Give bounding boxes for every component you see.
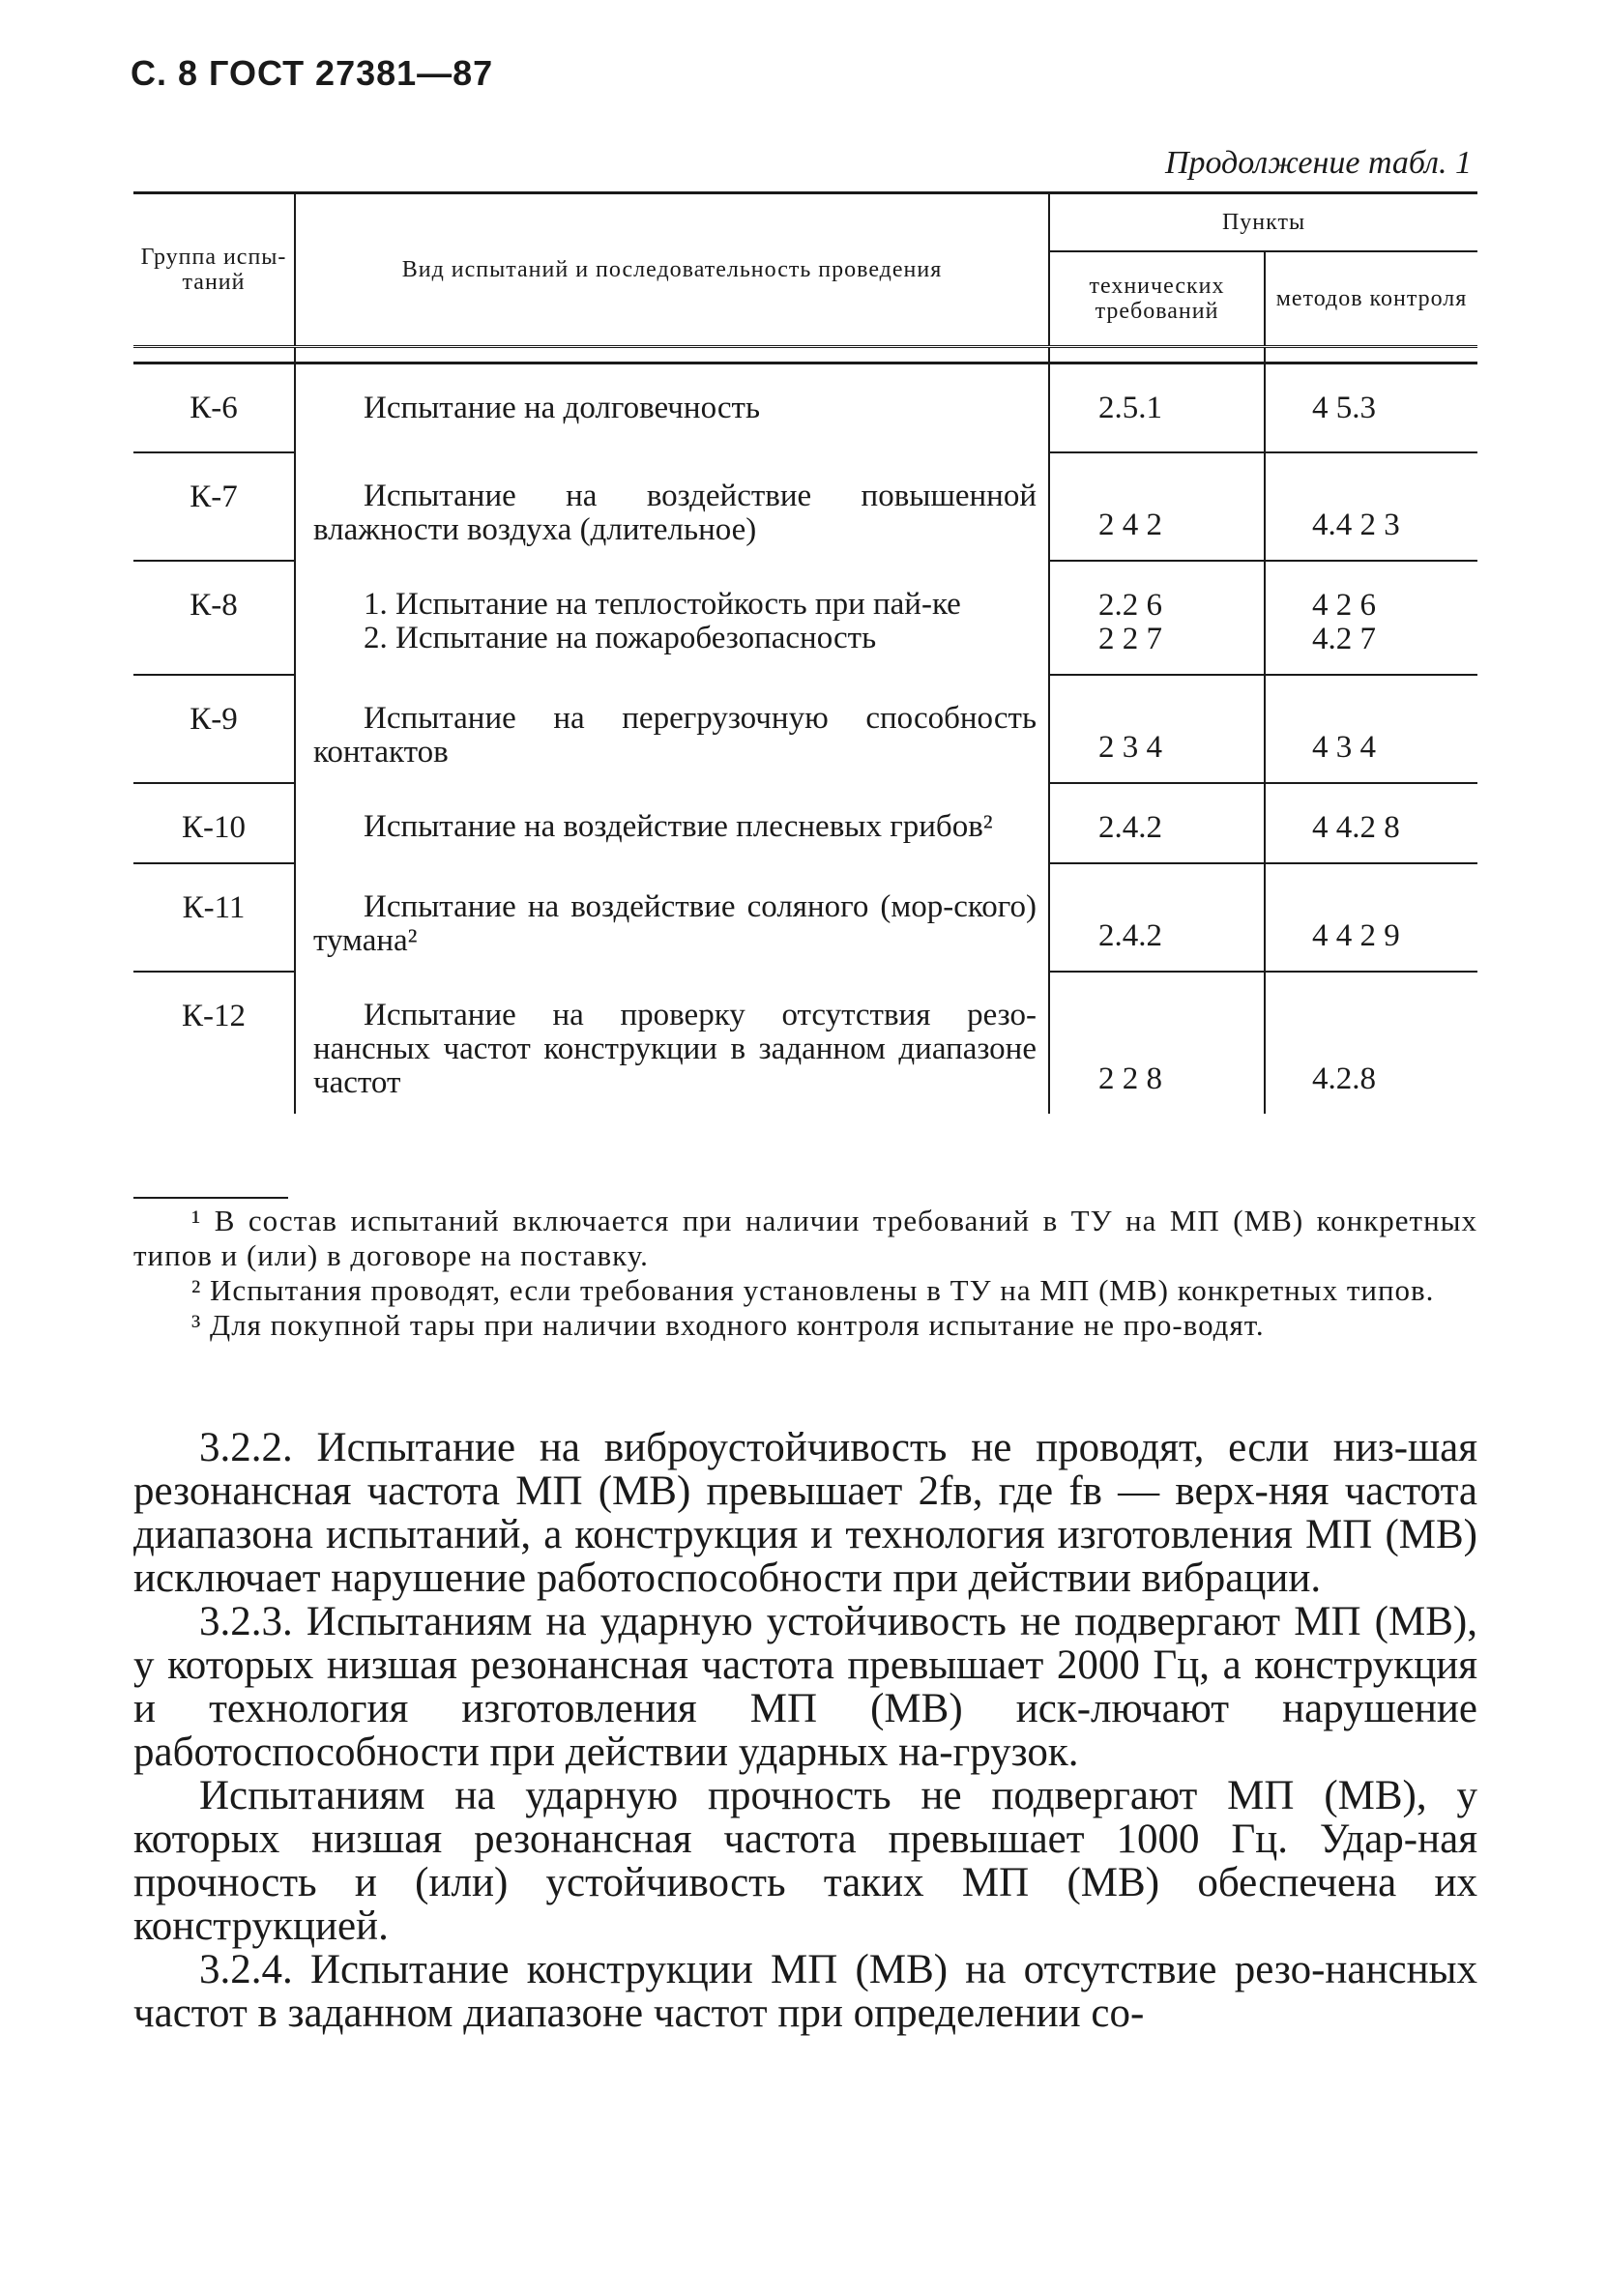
row-tech: 2 3 4	[1049, 675, 1265, 783]
table-row	[133, 363, 1477, 452]
col-header-kind: Вид испытаний и последовательность проведения	[295, 193, 1049, 347]
col-header-group: Группа испы- таний	[133, 193, 295, 347]
table-row	[133, 783, 1477, 863]
row-kind: Испытание на перегрузочную способность контактов	[295, 675, 1049, 783]
table-row	[133, 452, 1477, 561]
row-kind: 1. Испытание на теплостойкость при пай-ке 2. Испытание на пожаробезопасность	[295, 561, 1049, 675]
table-row	[133, 863, 1477, 972]
row-tech: 2 4 2	[1049, 452, 1265, 561]
col-header-tech: технических требований	[1049, 251, 1265, 347]
row-methods: 4 4.2 8	[1265, 783, 1477, 863]
row-kind: Испытание на воздействие повышенной влажности воздуха (длительное)	[295, 452, 1049, 561]
row-group: К-10	[133, 783, 295, 863]
table-row	[133, 972, 1477, 1114]
paragraph: 3.2.3. Испытаниям на ударную устойчивость не подвергают МП (МВ), у которых низшая резонансная частота превышает 2000 Гц, а конструкция и технология изготовления МП (МВ) иск-лючают нарушение работоспособности при действии ударных на-грузок.	[133, 1599, 1477, 1775]
row-methods: 4.2.8	[1265, 972, 1477, 1114]
row-kind: Испытание на воздействие соляного (мор-ского) тумана²	[295, 863, 1049, 972]
footnote: ² Испытания проводят, если требования установлены в ТУ на МП (МВ) конкретных типов.	[191, 1273, 1435, 1307]
row-group: К-11	[133, 863, 295, 972]
row-tech: 2.4.2	[1049, 863, 1265, 972]
row-methods: 4 5.3	[1265, 363, 1477, 452]
row-group: К-6	[190, 391, 238, 425]
page-header: С. 8 ГОСТ 27381—87	[131, 53, 494, 93]
footnote: ³ Для покупной тары при наличии входного контроля испытание не про-водят.	[191, 1308, 1265, 1342]
row-methods: 4 2 6 4.2 7	[1265, 561, 1477, 675]
row-kind: Испытание на долговечность	[295, 363, 1049, 452]
row-tech: 2.2 6 2 2 7	[1049, 561, 1265, 675]
table-caption: Продолжение табл. 1	[1164, 145, 1472, 181]
table-row	[133, 675, 1477, 783]
body-text	[133, 1426, 1477, 2035]
footnotes	[133, 1204, 1477, 1343]
row-kind: Испытание на воздействие плесневых грибов²	[295, 783, 1049, 863]
footnote: ¹ В состав испытаний включается при наличии требований в ТУ на МП (МВ) конкретных типов и (или) в договоре на поставку.	[133, 1204, 1477, 1272]
row-group: К-7	[133, 452, 295, 561]
col-header-points: Пункты	[1049, 193, 1477, 252]
paragraph: 3.2.4. Испытание конструкции МП (МВ) на отсутствие резо-нансных частот в заданном диапазоне частот при определении со-	[133, 1947, 1477, 2036]
row-kind: Испытание на проверку отсутствия резо-нансных частот конструкции в заданном диапазоне частот	[295, 972, 1049, 1114]
row-methods: 4 3 4	[1265, 675, 1477, 783]
table-row	[133, 561, 1477, 675]
row-methods: 4 4 2 9	[1265, 863, 1477, 972]
row-tech: 2.4.2	[1049, 783, 1265, 863]
row-tech: 2 2 8	[1049, 972, 1265, 1114]
col-header-methods: методов контроля	[1265, 251, 1477, 347]
row-group: К-12	[133, 972, 295, 1114]
row-group: К-8	[133, 561, 295, 675]
paragraph: 3.2.2. Испытание на виброустойчивость не проводят, если низ-шая резонансная частота МП (МВ) превышает 2fв, где fв — верх-няя частота диапазона испытаний, а конструкция и технология изготовления МП (МВ) исключает нарушение работоспособности при действии вибрации.	[133, 1425, 1477, 1601]
tests-table	[133, 191, 1477, 1114]
row-group: К-9	[133, 675, 295, 783]
paragraph: Испытаниям на ударную прочность не подвергают МП (МВ), у которых низшая резонансная частота превышает 1000 Гц. Удар-ная прочность и (или) устойчивость таких МП (МВ) обеспечена их конструкцией.	[133, 1773, 1477, 1949]
footnote-divider	[133, 1197, 288, 1199]
row-tech: 2.5.1	[1049, 363, 1265, 452]
row-methods: 4.4 2 3	[1265, 452, 1477, 561]
